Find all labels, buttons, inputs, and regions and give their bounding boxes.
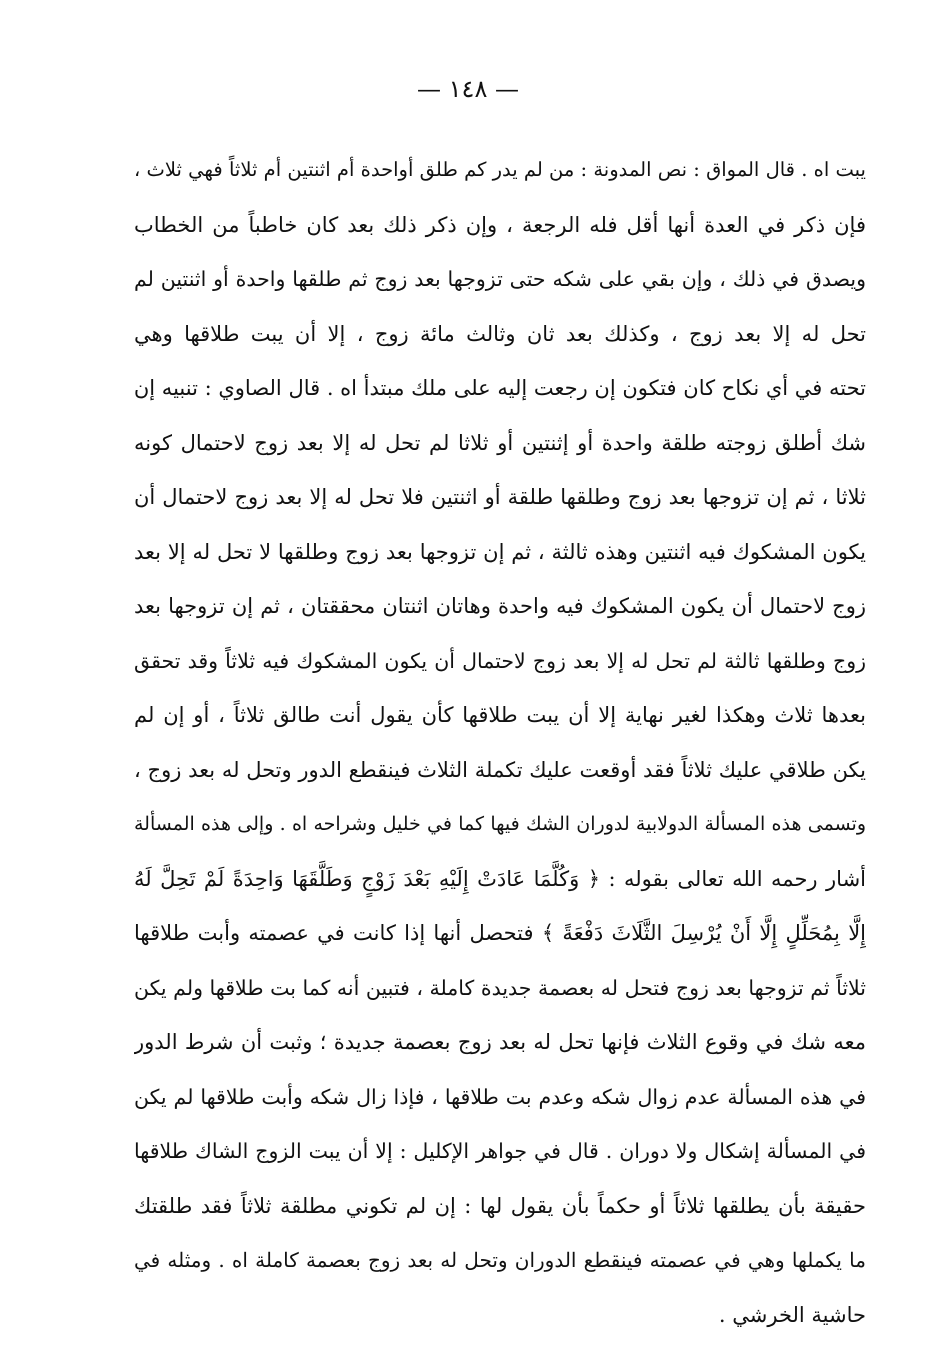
- text-line: حاشية الخرشي .: [134, 1295, 866, 1349]
- text-line: شك أطلق زوجته طلقة واحدة أو إثنتين أو ثلاثا لم تحل له إلا بعد زوج لاحتمال كونه: [134, 423, 866, 478]
- text-line: ما يكملها وهي في عصمته فينقطع الدوران وتحل له بعد زوج بعصمة كاملة اه . ومثله في: [134, 1240, 866, 1295]
- text-line: يكن طلاقي عليك ثلاثاً فقد أوقعت عليك تكملة الثلاث فينقطع الدور وتحل له بعد زوج ،: [134, 750, 866, 805]
- text-line: يبت اه . قال المواق : نص المدونة : من لم يدر كم طلق أواحدة أم اثنتين أم ثلاثاً فهي ثلاث ،: [134, 150, 866, 205]
- text-line: يكون المشكوك فيه اثنتين وهذه ثالثة ، ثم إن تزوجها بعد زوج وطلقها لا تحل له إلا بعد: [134, 532, 866, 587]
- text-line: في هذه المسألة عدم زوال شكه وعدم بت طلاقها ، فإذا زال شكه وأبت طلاقها لم يكن: [134, 1077, 866, 1132]
- text-line: زوج وطلقها ثالثة لم تحل له إلا بعد زوج لاحتمال أن يكون المشكوك فيه ثلاثاً وقد تحقق: [134, 641, 866, 696]
- body-text: [134, 150, 866, 1349]
- text-line: ثلاثاً ثم تزوجها بعد زوج فتحل له بعصمة جديدة كاملة ، فتبين أنه كما بت طلاقها ولم يكن: [134, 968, 866, 1023]
- text-line: في المسألة إشكال ولا دوران . قال في جواهر الإكليل : إلا أن يبت الزوج الشاك طلاقها: [134, 1131, 866, 1186]
- text-line: ويصدق في ذلك ، وإن بقي على شكه حتى تزوجها بعد زوج ثم طلقها واحدة أو اثنتين لم: [134, 259, 866, 314]
- quran-verse-line: أشار رحمه الله تعالى بقوله : ﴿ وَكُلَّمَا عَادَتْ إِلَيْهِ بَعْدَ زَوْجٍ وَطَلَّقَهَا وَاحِدَةً لَمْ تَحِلَّ لَهُ: [134, 859, 866, 914]
- page-number: — ١٤٨ —: [0, 74, 936, 104]
- text-line: ثلاثا ، ثم إن تزوجها بعد زوج وطلقها طلقة أو اثنتين فلا تحل له إلا بعد زوج لاحتمال أن: [134, 477, 866, 532]
- text-line: فإن ذكر في العدة أنها أقل فله الرجعة ، وإن ذكر ذلك بعد كان خاطباً من الخطاب: [134, 205, 866, 260]
- text-line: زوج لاحتمال أن يكون المشكوك فيه واحدة وهاتان اثنتان محققتان ، ثم إن تزوجها بعد: [134, 586, 866, 641]
- text-line: معه شك في وقوع الثلاث فإنها تحل له بعد زوج بعصمة جديدة ؛ وثبت أن شرط الدور: [134, 1022, 866, 1077]
- text-line: وتسمى هذه المسألة الدولابية لدوران الشك فيها كما في خليل وشراحه اه . وإلى هذه المسألة: [134, 804, 866, 859]
- text-line: تحته في أي نكاح كان فتكون إن رجعت إليه على ملك مبتدأ اه . قال الصاوي : تنبيه إن: [134, 368, 866, 423]
- text-line: تحل له إلا بعد زوج ، وكذلك بعد ثان وثالث مائة زوج ، إلا أن يبت طلاقها وهي: [134, 314, 866, 369]
- text-line: حقيقة بأن يطلقها ثلاثاً أو حكماً بأن يقول لها : إن لم تكوني مطلقة ثلاثاً فقد طلقتك: [134, 1186, 866, 1241]
- text-line: بعدها ثلاث وهكذا لغير نهاية إلا أن يبت طلاقها كأن يقول أنت طالق ثلاثاً ، أو إن لم: [134, 695, 866, 750]
- quran-verse-line: إِلَّا بِمُحَلِّلٍ إِلَّا أَنْ يُرْسِلَ الثَّلَاثَ دَفْعَةً ﴾ فتحصل أنها إذا كانت في عصمته وأبت طلاقها: [134, 913, 866, 968]
